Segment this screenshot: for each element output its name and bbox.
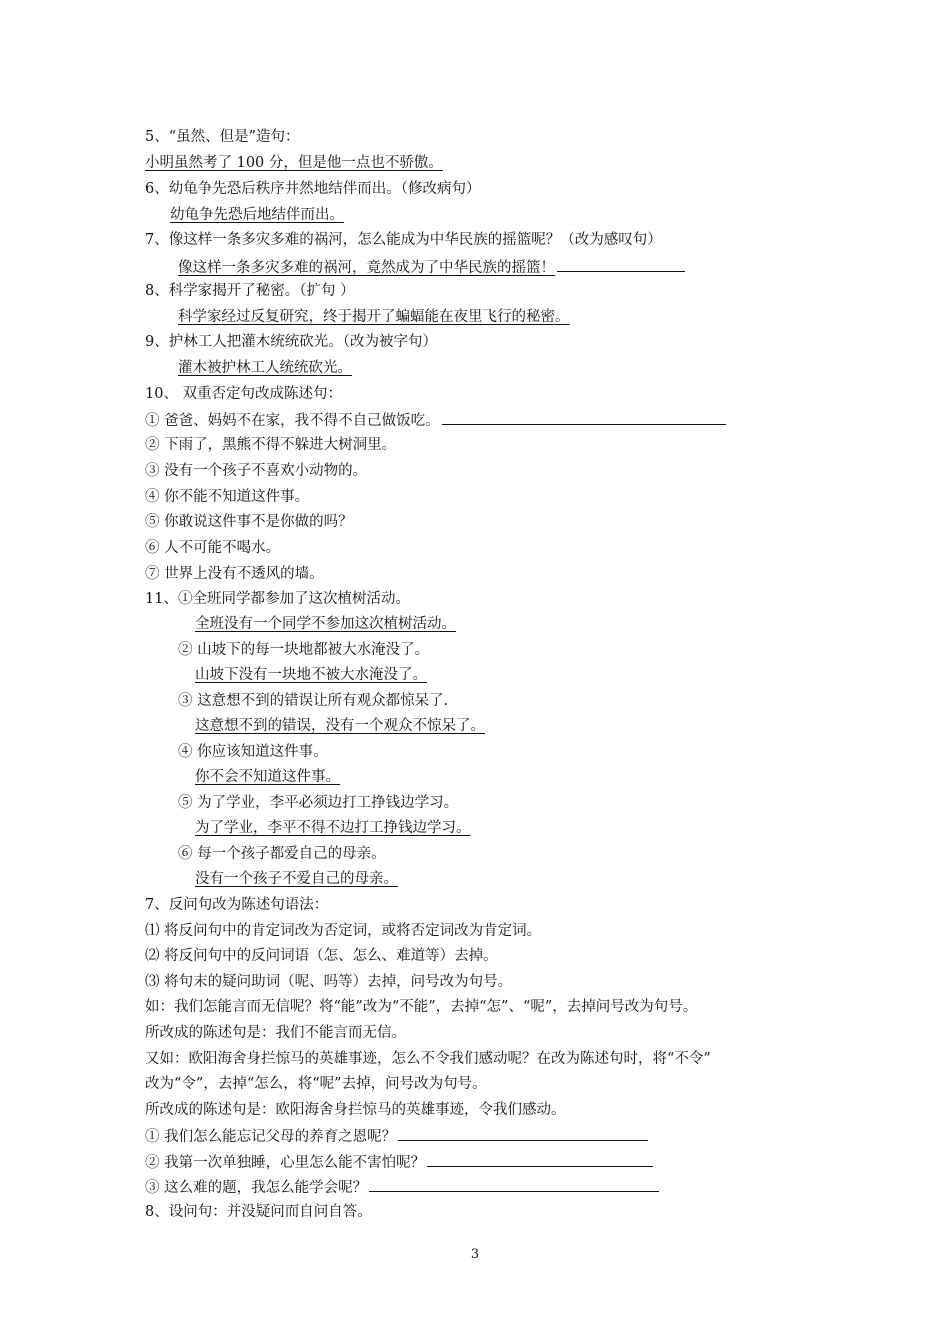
answer-line (195, 666, 427, 684)
line-text: ③ 没有一个孩子不喜欢小动物的。 (145, 463, 368, 479)
line-text: 10、 双重否定句改成陈述句： (145, 386, 343, 402)
answer-text: 全班没有一个同学不参加这次植树活动。 (195, 616, 456, 632)
text-line (145, 1152, 653, 1172)
answer-line (195, 615, 456, 633)
answer-line (195, 717, 485, 735)
answer-text: 像这样一条多灾多难的祸河，竟然成为了中华民族的摇篮！ (178, 260, 555, 276)
line-text: ⑵ 将反问句中的反问词语（怎、怎么、难道等）去掉。 (145, 948, 498, 964)
text-line (145, 1075, 487, 1093)
text-line (145, 488, 309, 506)
answer-text: 幼龟争先恐后地结伴而出。 (170, 207, 344, 223)
line-text: 6、幼龟争先恐后秩序井然地结伴而出。（修改病句） (145, 181, 481, 197)
line-text: ⑴ 将反问句中的肯定词改为否定词，或将否定词改为肯定词。 (145, 923, 542, 939)
line-text: ⑥ 人不可能不喝水。 (145, 540, 281, 556)
answer-text: 科学家经过反复研究，终于揭开了蝙蝠能在夜里飞行的秘密。 (178, 309, 570, 325)
text-line (145, 282, 355, 300)
answer-blank (557, 257, 685, 272)
text-line (145, 231, 662, 249)
text-line (145, 1126, 648, 1146)
text-line (178, 692, 448, 710)
line-text: ② 我第一次单独睡，心里怎么能不害怕呢？ (145, 1155, 426, 1171)
line-text: ⑤ 你敢说这件事不是你做的吗？ (145, 514, 353, 530)
text-line (178, 743, 328, 761)
answer-line (195, 768, 340, 786)
text-line (145, 539, 280, 557)
line-text: ⑤ 为了学业，李平必须边打工挣钱边学习。 (178, 795, 459, 811)
answer-text: 小明虽然考了 100 分，但是他一点也不骄傲。 (145, 155, 443, 171)
text-line (178, 845, 386, 863)
text-line (145, 973, 512, 991)
line-text: ② 山坡下的每一块地都被大水淹没了。 (178, 642, 430, 658)
text-line (145, 436, 396, 454)
line-text: ① 我们怎么能忘记父母的养育之恩呢？ (145, 1129, 397, 1145)
answer-line (170, 206, 344, 224)
line-text: ⑦ 世界上没有不透风的墙。 (145, 566, 324, 582)
line-text: ⑥ 每一个孩子都爱自己的母亲。 (178, 846, 386, 862)
line-text: ⑶ 将句末的疑问助词（呢、吗等）去掉，问号改为句号。 (145, 974, 513, 990)
text-line (145, 333, 437, 351)
text-line (145, 947, 498, 965)
text-line (145, 1177, 659, 1197)
text-line (178, 794, 458, 812)
answer-line (195, 870, 398, 888)
line-text: 7、反问句改为陈述句语法： (145, 897, 329, 913)
answer-blank (398, 1126, 648, 1141)
line-text: ④ 你应该知道这件事。 (178, 744, 328, 760)
text-line (145, 896, 328, 914)
text-line (145, 1050, 711, 1068)
answer-line (195, 819, 471, 837)
answer-line (178, 359, 352, 377)
line-text: 又如：欧阳海舍身拦惊马的英雄事迹，怎么不令我们感动呢？在改为陈述句时，将“不令” (145, 1051, 711, 1067)
answer-line (145, 154, 443, 172)
line-text: 所改成的陈述句是：欧阳海舍身拦惊马的英雄事迹，令我们感动。 (145, 1102, 566, 1118)
answer-text: 这意想不到的错误，没有一个观众不惊呆了。 (195, 718, 485, 734)
text-line (145, 1024, 406, 1042)
line-text: 改为“令”，去掉“怎么，将“呢”去掉，问号改为句号。 (145, 1076, 487, 1092)
line-text: 7、像这样一条多灾多难的祸河，怎么能成为中华民族的摇篮呢？（改为感叹句） (145, 232, 662, 248)
answer-text: 你不会不知道这件事。 (195, 769, 340, 785)
text-line (145, 590, 410, 608)
line-text: ③ 这么难的题，我怎么能学会呢？ (145, 1180, 368, 1196)
line-text: ② 下雨了，黑熊不得不躲进大树洞里。 (145, 437, 397, 453)
line-text: 9、护林工人把灌木统统砍光。（改为被字句） (145, 334, 437, 350)
line-text: ④ 你不能不知道这件事。 (145, 489, 310, 505)
answer-blank (427, 1152, 653, 1167)
text-line (145, 565, 324, 583)
line-text: 11、①全班同学都参加了这次植树活动。 (145, 591, 410, 607)
text-line (145, 922, 541, 940)
text-line (145, 513, 353, 531)
answer-text: 山坡下没有一块地不被大水淹没了。 (195, 667, 427, 683)
line-text: ① 爸爸、妈妈不在家，我不得不自己做饭吃。 (145, 413, 440, 429)
text-line (145, 410, 726, 430)
line-text: 8、科学家揭开了秘密。（扩句 ） (145, 283, 355, 299)
answer-line (178, 257, 685, 277)
answer-blank (442, 410, 726, 425)
line-text: 8、设问句：并没疑问而自问自答。 (145, 1204, 372, 1220)
line-text: 如：我们怎能言而无信呢？将“能”改为“不能”，去掉“怎”、“呢”，去掉问号改为句号。 (145, 999, 698, 1015)
answer-text: 灌木被护林工人统统砍光。 (178, 360, 352, 376)
answer-blank (369, 1177, 659, 1192)
page-number: 3 (470, 1247, 480, 1262)
text-line (145, 180, 480, 198)
line-text: ③ 这意想不到的错误让所有观众都惊呆了. (178, 693, 449, 709)
text-line (178, 641, 429, 659)
line-text: 所改成的陈述句是：我们不能言而无信。 (145, 1025, 406, 1041)
text-line (145, 385, 342, 403)
text-line (145, 998, 697, 1016)
answer-text: 没有一个孩子不爱自己的母亲。 (195, 871, 398, 887)
line-text: 5、“虽然、但是”造句： (145, 129, 300, 145)
text-line (145, 1203, 372, 1221)
answer-line (178, 308, 570, 326)
text-line (145, 462, 367, 480)
text-line (145, 1101, 566, 1119)
text-line (145, 128, 300, 146)
answer-text: 为了学业，李平不得不边打工挣钱边学习。 (195, 820, 471, 836)
